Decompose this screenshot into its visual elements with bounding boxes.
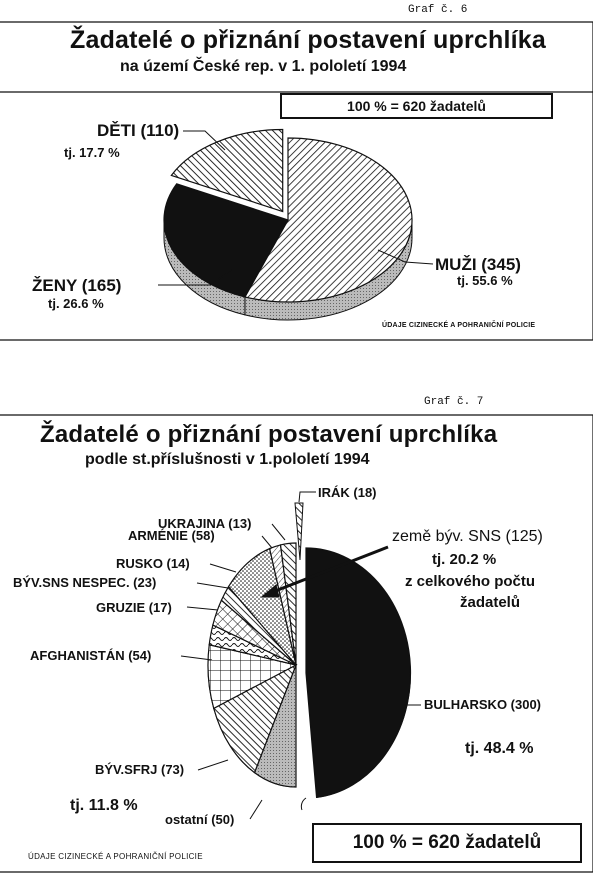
label-irak: IRÁK (18) — [318, 485, 377, 500]
label-bulharsko: BULHARSKO (300) — [424, 697, 542, 712]
label-sns-line1: země býv. SNS (125) — [392, 528, 543, 545]
label-byv-sns: BÝV.SNS NESPEC. (23) — [13, 575, 157, 590]
leader-ostatni — [250, 800, 262, 819]
leader-ukrajina — [272, 524, 285, 540]
chart1-source: ÚDAJE CIZINECKÉ A POHRANIČNÍ POLICIE — [382, 322, 536, 329]
slice-bulharsko — [306, 548, 410, 797]
chart2-title: Žadatelé o přiznání postavení uprchlíka — [40, 421, 498, 448]
leader-byv-sns — [197, 583, 228, 588]
label-armenie: ARMÉNIE (58) — [128, 528, 215, 543]
chart1-total-box: 100 % = 620 žadatelů — [280, 93, 553, 119]
label-sns-line3: z celkového počtu — [405, 573, 536, 590]
label-muzi-pct: tj. 55.6 % — [457, 273, 513, 288]
slice-bulharsko-edge — [301, 798, 306, 810]
chart2-total-box: 100 % = 620 žadatelů — [312, 823, 582, 863]
chart2-subtitle: podle st.příslušnosti v 1.pololetí 1994 — [85, 451, 370, 468]
label-ukrajina: UKRAJINA (13) — [158, 516, 252, 531]
label-deti: DĚTI (110) — [97, 121, 180, 140]
leader-afghanistan — [181, 656, 212, 660]
label-ostatni: ostatní (50) — [165, 812, 235, 827]
leader-gruzie — [187, 607, 218, 610]
leader-rusko — [210, 564, 236, 572]
leader-irak — [299, 492, 316, 502]
graf-7-label: Graf č. 7 — [424, 396, 484, 408]
chart2-source: ÚDAJE CIZINECKÉ A POHRANIČNÍ POLICIE — [28, 852, 203, 861]
label-zeny: ŽENY (165) — [32, 276, 122, 295]
label-sns-line2: tj. 20.2 % — [432, 551, 497, 568]
label-byv-sfrj: BÝV.SFRJ (73) — [95, 762, 185, 777]
leader-armenie — [262, 536, 272, 548]
leader-byv-sfrj — [198, 760, 228, 770]
graf-6-label: Graf č. 6 — [408, 4, 468, 16]
label-byv-sfrj-pct: tj. 11.8 % — [70, 797, 138, 814]
label-deti-pct: tj. 17.7 % — [64, 145, 120, 160]
chart1-subtitle: na území České rep. v 1. pololetí 1994 — [120, 58, 407, 75]
label-bulharsko-pct: tj. 48.4 % — [465, 740, 534, 757]
label-muzi: MUŽI (345) — [435, 255, 521, 274]
chart1-title: Žadatelé o přiznání postavení uprchlíka — [70, 26, 546, 54]
label-rusko: RUSKO (14) — [116, 556, 190, 571]
label-sns-line4: žadatelů — [460, 594, 521, 611]
label-afghanistan: AFGHANISTÁN (54) — [30, 648, 152, 663]
label-gruzie: GRUZIE (17) — [96, 600, 172, 615]
label-zeny-pct: tj. 26.6 % — [48, 296, 104, 311]
